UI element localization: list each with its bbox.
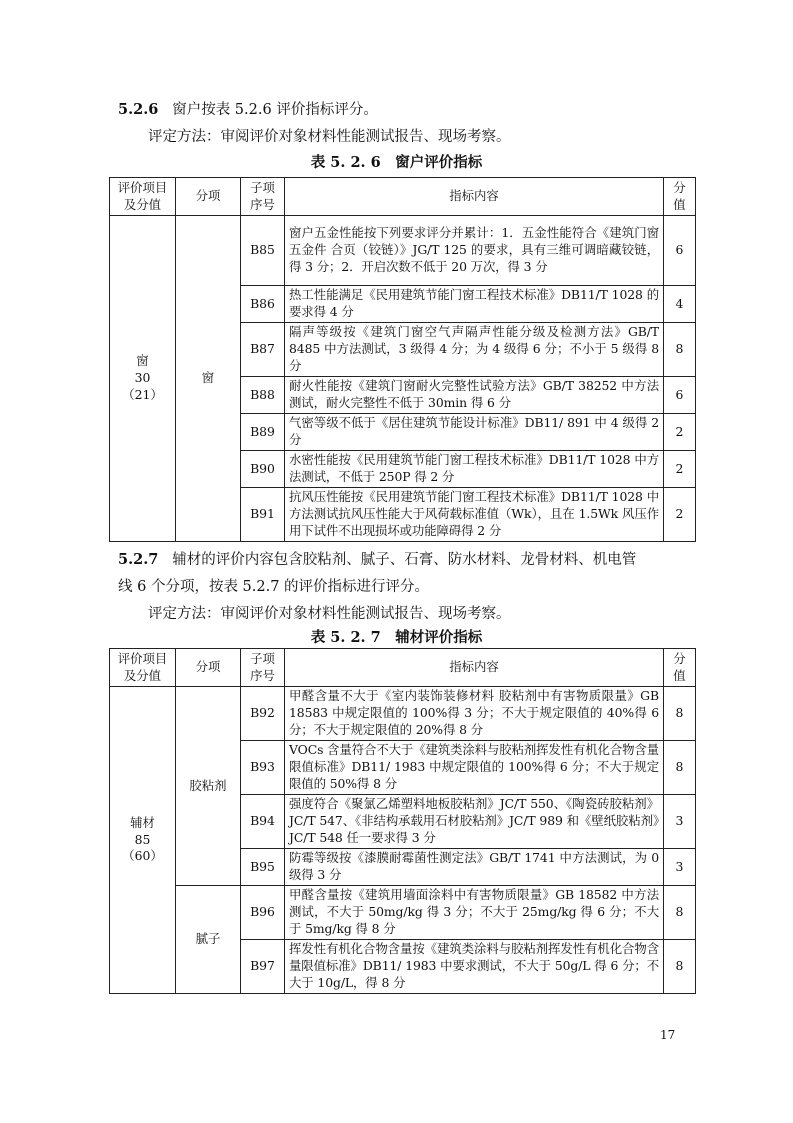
table-row	[110, 687, 696, 741]
row-score: 2	[664, 488, 696, 542]
category-score: 30	[134, 370, 151, 386]
row-content: 耐火性能按《建筑门窗耐火完整性试验方法》GB/T 38252 中方法测试，耐火完整性不低于 30min 得 6 分	[285, 377, 664, 414]
table-header-row	[110, 649, 696, 687]
subitem-cell: 窗	[176, 216, 241, 542]
row-id: B89	[241, 414, 285, 451]
subitem-adhesive: 胶粘剂	[176, 687, 241, 886]
header-subitem: 分项	[176, 178, 241, 216]
section-number: 5.2.7	[118, 551, 159, 568]
row-score: 6	[664, 377, 696, 414]
row-id: B96	[241, 886, 285, 940]
category-min-score: （21）	[122, 386, 163, 402]
header-index: 子项序号	[241, 178, 285, 216]
row-content: 水密性能按《民用建筑节能门窗工程技术标准》DB11/T 1028 中方法测试，不低于 250P 得 2 分	[285, 451, 664, 488]
row-score: 8	[664, 940, 696, 994]
category-name: 窗	[136, 353, 149, 369]
evaluation-method: 评定方法：审阅评价对象材料性能测试报告、现场考察。	[148, 129, 511, 145]
row-score: 8	[664, 886, 696, 940]
row-score: 2	[664, 451, 696, 488]
row-content: 抗风压性能按《民用建筑节能门窗工程技术标准》DB11/T 1028 中方法测试抗风压性能大于风荷载标准值（Wk），且在 1.5Wk 风压作用下试件不出现损坏或功能障碍得 2 分	[285, 488, 664, 542]
header-category: 评价项目及分值	[110, 178, 176, 216]
category-cell	[110, 687, 176, 994]
row-content: VOCs 含量符合不大于《建筑类涂料与胶粘剂挥发性有机化合物含量限值标准》DB11/ 1983 中规定限值的 100%得 6 分；不大于规定限值的 50%得 8 分	[285, 741, 664, 795]
category-name: 辅材	[130, 814, 155, 830]
category-cell	[110, 216, 176, 542]
subitem-putty: 腻子	[176, 886, 241, 994]
row-content: 挥发性有机化合物含量按《建筑类涂料与胶粘剂挥发性有机化合物含量限值标准》DB11/ 1983 中要求测试，不大于 50g/L 得 6 分；不大于 10g/L，得 8 分	[285, 940, 664, 994]
table-row	[110, 886, 696, 940]
row-score: 8	[664, 741, 696, 795]
row-score: 3	[664, 849, 696, 886]
row-content: 热工性能满足《民用建筑节能门窗工程技术标准》DB11/T 1028 的要求得 4 分	[285, 286, 664, 323]
row-id: B92	[241, 687, 285, 741]
category-score: 85	[134, 831, 151, 847]
window-evaluation-table	[109, 177, 696, 542]
table-caption: 表 5. 2. 7 辅材评价指标	[310, 629, 483, 646]
row-score: 6	[664, 216, 696, 286]
header-score: 分值	[664, 178, 696, 216]
row-id: B90	[241, 451, 285, 488]
row-score: 4	[664, 286, 696, 323]
row-id: B95	[241, 849, 285, 886]
row-id: B87	[241, 323, 285, 377]
section-text: 辅材的评价内容包含胶粘剂、腻子、石膏、防水材料、龙骨材料、机电管	[172, 552, 637, 568]
auxiliary-materials-table	[109, 648, 696, 994]
section-text: 窗户按表 5.2.6 评价指标评分。	[172, 102, 378, 118]
row-score: 3	[664, 795, 696, 849]
row-content: 强度符合《聚氯乙烯塑料地板胶粘剂》JC/T 550、《陶瓷砖胶粘剂》JC/T 547、《非结构承载用石材胶粘剂》JC/T 989 和《壁纸胶粘剂》JC/T 548 任一要求得 3 分	[285, 795, 664, 849]
header-score: 分值	[664, 649, 696, 687]
header-index: 子项序号	[241, 649, 285, 687]
header-content: 指标内容	[285, 178, 664, 216]
row-content: 隔声等级按《建筑门窗空气声隔声性能分级及检测方法》GB/T 8485 中方法测试，3 级得 4 分；为 4 级得 6 分；不小于 5 级得 8 分	[285, 323, 664, 377]
row-score: 2	[664, 414, 696, 451]
row-id: B86	[241, 286, 285, 323]
category-min-score: （60）	[122, 848, 163, 864]
row-content: 甲醛含量不大于《室内装饰装修材料 胶粘剂中有害物质限量》GB 18583 中规定限值的 100%得 3 分；不大于规定限值的 40%得 6 分；不大于规定限值的 20%得 8 分	[285, 687, 664, 741]
section-number: 5.2.6	[118, 101, 159, 118]
section-text-continued: 线 6 个分项，按表 5.2.7 的评价指标进行评分。	[118, 579, 430, 595]
row-score: 8	[664, 323, 696, 377]
row-id: B94	[241, 795, 285, 849]
table-caption: 表 5. 2. 6 窗户评价指标	[310, 154, 483, 171]
header-content: 指标内容	[285, 649, 664, 687]
row-id: B85	[241, 216, 285, 286]
row-id: B91	[241, 488, 285, 542]
row-id: B93	[241, 741, 285, 795]
header-subitem: 分项	[176, 649, 241, 687]
row-content: 甲醛含量按《建筑用墙面涂料中有害物质限量》GB 18582 中方法测试，不大于 50mg/kg 得 3 分；不大于 25mg/kg 得 6 分；不大于 5mg/kg 得 8 分	[285, 886, 664, 940]
row-content: 气密等级不低于《居住建筑节能设计标准》DB11/ 891 中 4 级得 2 分	[285, 414, 664, 451]
row-id: B88	[241, 377, 285, 414]
row-content: 防霉等级按《漆膜耐霉菌性测定法》GB/T 1741 中方法测试，为 0 级得 3 分	[285, 849, 664, 886]
section-5-2-6	[118, 100, 378, 120]
row-content: 窗户五金性能按下列要求评分并累计：1．五金性能符合《建筑门窗五金件 合页（铰链）》JG/T 125 的要求，具有三维可调暗藏铰链，得 3 分；2．开启次数不低于 20 万次，得 3 分	[285, 216, 664, 286]
row-score: 8	[664, 687, 696, 741]
table-header-row	[110, 178, 696, 216]
section-5-2-7	[118, 550, 636, 570]
evaluation-method: 评定方法：审阅评价对象材料性能测试报告、现场考察。	[148, 606, 511, 622]
table-row	[110, 216, 696, 286]
row-id: B97	[241, 940, 285, 994]
page-number: 17	[660, 1028, 676, 1042]
header-category: 评价项目及分值	[110, 649, 176, 687]
